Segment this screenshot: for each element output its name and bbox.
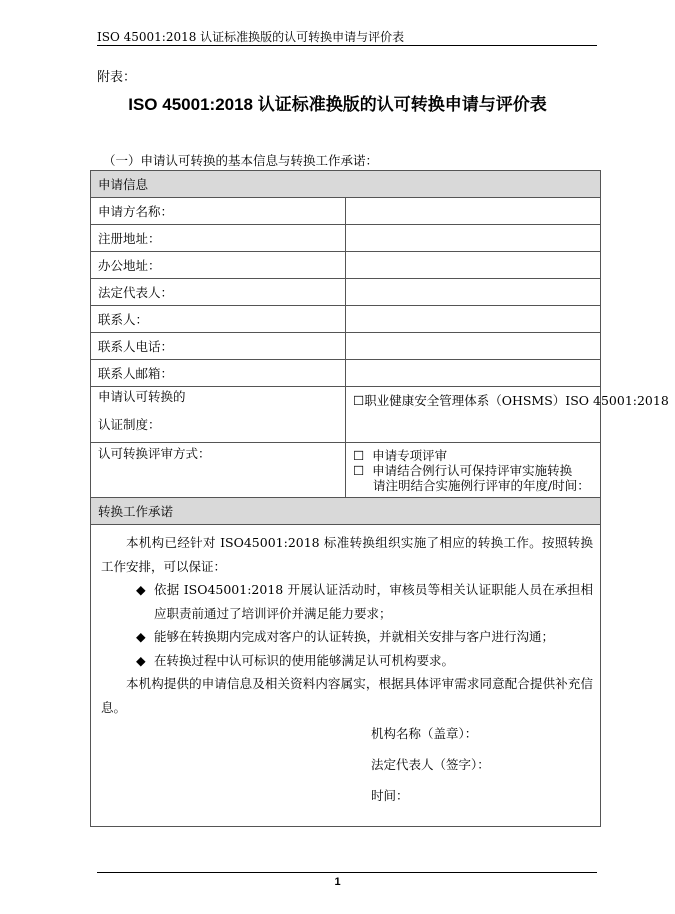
- date-field[interactable]: 时间：: [371, 788, 409, 803]
- checkbox-icon[interactable]: ☐: [353, 463, 365, 478]
- table-row: [91, 443, 601, 498]
- checkbox-icon[interactable]: ☐: [353, 448, 365, 463]
- field-label: 申请方名称：: [91, 198, 346, 225]
- list-item: ◆ 能够在转换期内完成对客户的认证转换，并就相关安排与客户进行沟通；: [101, 625, 593, 649]
- contact-person-field[interactable]: [346, 306, 601, 333]
- page-title: ISO 45001:2018 认证标准换版的认可转换申请与评价表: [128, 95, 547, 114]
- legal-rep-signature-field[interactable]: 法定代表人（签字）：: [371, 757, 490, 772]
- header-divider: [97, 45, 597, 46]
- diamond-bullet-icon: ◆: [136, 582, 146, 597]
- field-label: 法定代表人：: [91, 279, 346, 306]
- appendix-label: 附表：: [97, 70, 137, 85]
- table-row: [91, 306, 601, 333]
- method-cell: [346, 443, 601, 498]
- contact-email-field[interactable]: [346, 360, 601, 387]
- diamond-bullet-icon: ◆: [136, 629, 146, 644]
- office-address-field[interactable]: [346, 252, 601, 279]
- commitment-closing: 本机构提供的申请信息及相关资料内容属实，根据具体评审需求同意配合提供补充信息。: [101, 676, 593, 715]
- combined-review-checkbox[interactable]: [353, 463, 593, 478]
- application-form-table: [90, 170, 669, 827]
- field-label: 联系人：: [91, 306, 346, 333]
- running-header: ISO 45001:2018 认证标准换版的认可转换申请与评价表: [97, 30, 405, 44]
- table-row: [91, 279, 601, 306]
- table-row: [91, 225, 601, 252]
- section-heading: （一）申请认可转换的基本信息与转换工作承诺：: [103, 153, 379, 168]
- commitment-body: [91, 525, 601, 827]
- signature-block: [101, 719, 593, 812]
- method-label: 认可转换评审方式：: [91, 443, 346, 498]
- applicant-name-field[interactable]: [346, 198, 601, 225]
- scheme-label-line2: 认证制度：: [98, 417, 161, 432]
- scheme-label: [91, 387, 346, 443]
- scheme-label-line1: 申请认可转换的: [98, 389, 186, 404]
- list-item: ◆ 依据 ISO45001:2018 开展认证活动时，审核员等相关认证职能人员在承担相应职责前通过了培训评价并满足能力要求；: [101, 578, 593, 625]
- table-row: [91, 387, 601, 443]
- special-review-checkbox[interactable]: [353, 448, 593, 463]
- option-label: 申请结合例行认可保持评审实施转换: [372, 463, 573, 478]
- field-label: 联系人邮箱：: [91, 360, 346, 387]
- list-item: ◆ 在转换过程中认可标识的使用能够满足认可机构要求。: [101, 649, 593, 673]
- page-number: 1: [334, 876, 341, 888]
- table-row: [91, 333, 601, 360]
- legal-representative-field[interactable]: [346, 279, 601, 306]
- registered-address-field[interactable]: [346, 225, 601, 252]
- ohsms-checkbox[interactable]: ☐职业健康安全管理体系（OHSMS）ISO 45001:2018: [353, 393, 669, 408]
- method-note: 请注明结合实施例行评审的年度/时间：: [373, 478, 590, 493]
- diamond-bullet-icon: ◆: [136, 652, 146, 668]
- contact-phone-field[interactable]: [346, 333, 601, 360]
- field-label: 办公地址：: [91, 252, 346, 279]
- footer-divider: [97, 872, 597, 873]
- field-label: 联系人电话：: [91, 333, 346, 360]
- application-info-header: 申请信息: [91, 171, 601, 198]
- commitment-intro: 本机构已经针对 ISO45001:2018 标准转换组织实施了相应的转换工作。按照转换工作安排，可以保证：: [101, 535, 593, 574]
- commitment-header: 转换工作承诺: [91, 498, 601, 525]
- option-label: 申请专项评审: [372, 448, 448, 463]
- scheme-cell: [346, 387, 669, 443]
- table-row: [91, 198, 601, 225]
- org-name-seal-field[interactable]: 机构名称（盖章）：: [371, 726, 478, 741]
- field-label: 注册地址：: [91, 225, 346, 252]
- table-row: [91, 252, 601, 279]
